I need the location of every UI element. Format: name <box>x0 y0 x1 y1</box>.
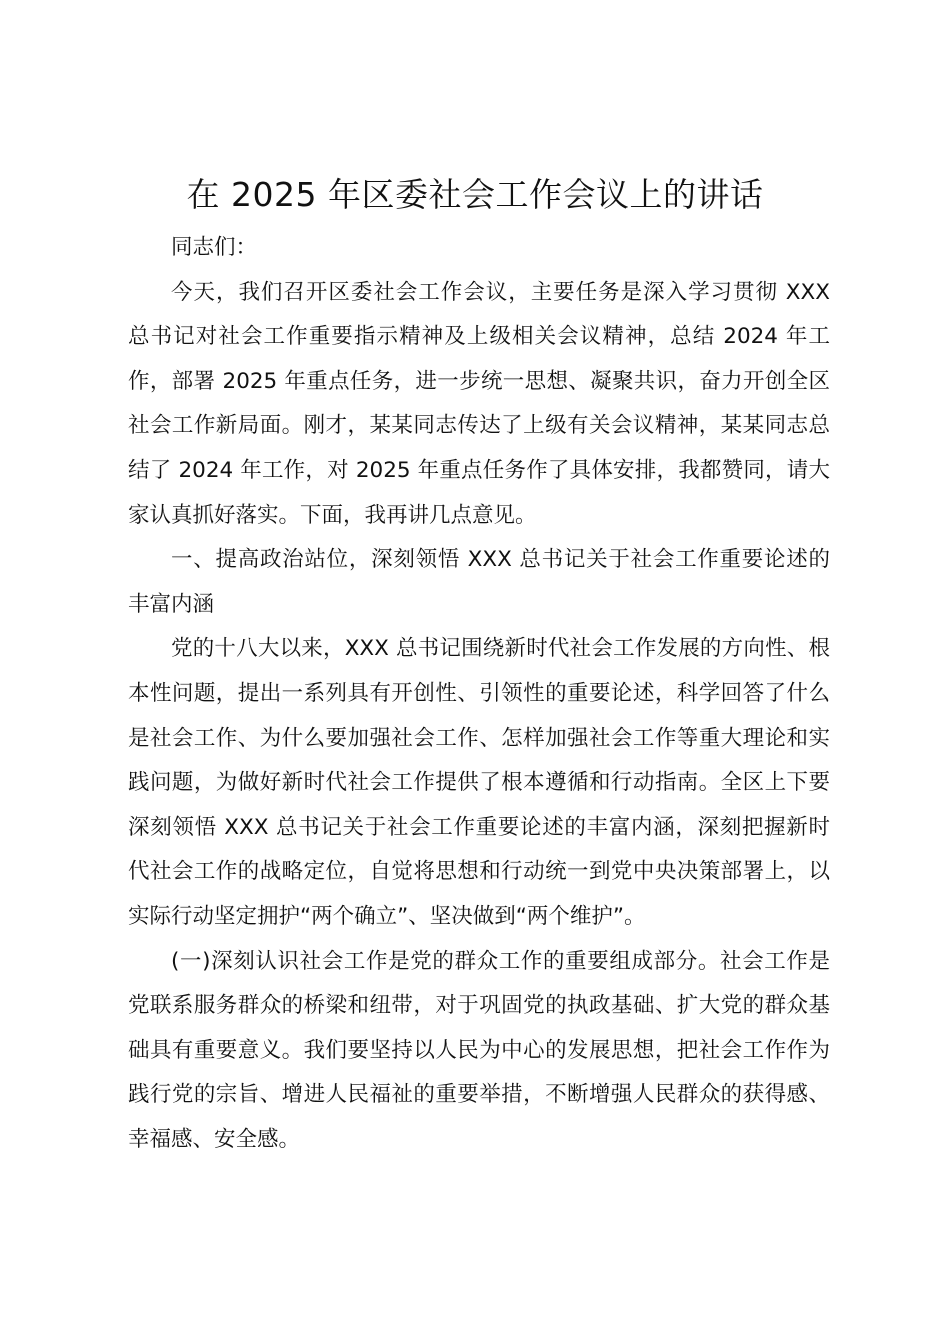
section-one-paragraph: 党的十八大以来，XXX 总书记围绕新时代社会工作发展的方向性、根本性问题，提出一系列具有开创性、引领性的重要论述，科学回答了什么是社会工作、为什么要加强社会工作、怎样加强社会工作等重大理论和实践问题，为做好新时代社会工作提供了根本遵循和行动指南。全区上下要深刻领悟 XXX 总书记关于社会工作重要论述的丰富内涵，深刻把握新时代社会工作的战略定位，自觉将思想和行动统一到党中央决策部署上，以实际行动坚定拥护“两个确立”、坚决做到“两个维护”。 <box>128 636 830 929</box>
document-title: 在 2025 年区委社会工作会议上的讲话 <box>186 175 764 214</box>
intro-paragraph: 今天，我们召开区委社会工作会议，主要任务是深入学习贯彻 XXX 总书记对社会工作重要指示精神及上级相关会议精神，总结 2024 年工作，部署 2025 年重点任务，进一步统一思想、凝聚共识，奋力开创全区社会工作新局面。刚才，某某同志传达了上级有关会议精神，某某同志总结了 2024 年工作，对 2025 年重点任务作了具体安排，我都赞同，请大家认真抓好落实。下面，我再讲几点意见。 <box>128 279 830 528</box>
subsection-one-paragraph: (一)深刻认识社会工作是党的群众工作的重要组成部分。社会工作是党联系服务群众的桥梁和纽带，对于巩固党的执政基础、扩大党的群众基础具有重要意义。我们要坚持以人民为中心的发展思想，把社会工作作为践行党的宗旨、增进人民福祉的重要举措，不断增强人民群众的获得感、幸福感、安全感。 <box>128 948 830 1152</box>
document-body <box>128 226 830 1162</box>
greeting-paragraph: 同志们： <box>171 235 258 260</box>
section-heading-one: 一、提高政治站位，深刻领悟 XXX 总书记关于社会工作重要论述的丰富内涵 <box>128 547 830 617</box>
